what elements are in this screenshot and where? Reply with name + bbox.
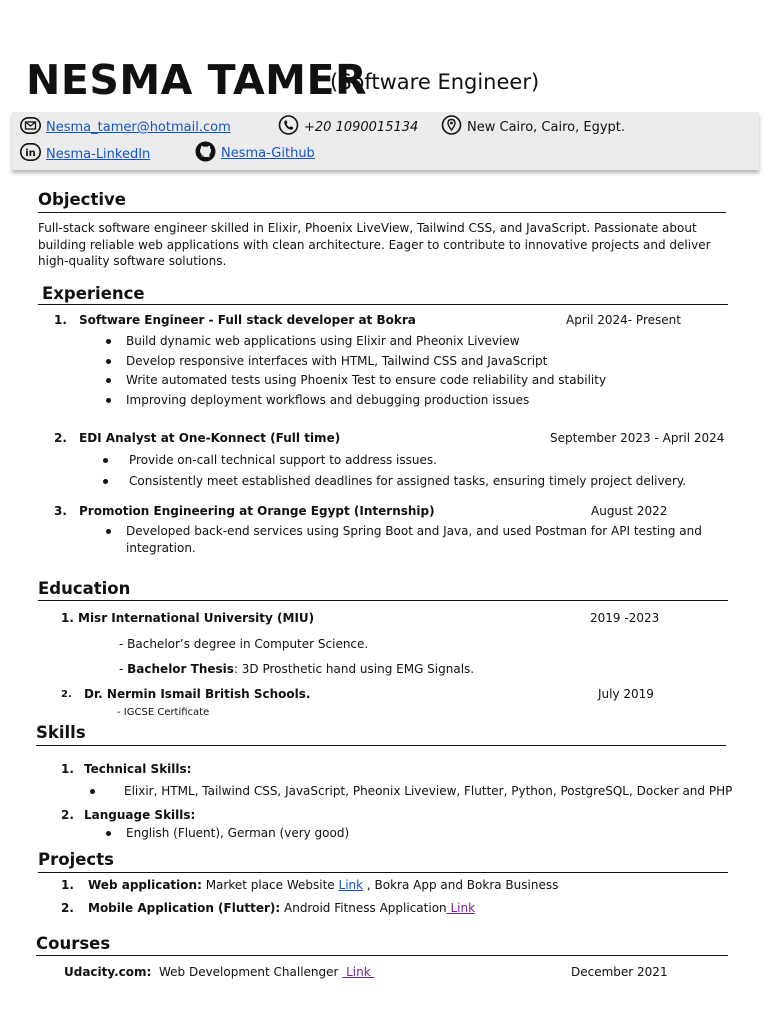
github-link[interactable]: Nesma-Github xyxy=(221,146,315,161)
job-3-title: Promotion Engineering at Orange Egypt (Internship) xyxy=(79,504,435,518)
bullet xyxy=(106,339,111,344)
experience-rule xyxy=(38,304,728,305)
job-2-bullet-2: Consistently meet established deadlines for assigned tasks, ensuring timely project delivery. xyxy=(129,474,687,488)
project-1: Web application: Market place Website Link , Bokra App and Bokra Business xyxy=(88,878,559,892)
phone-number: +20 1090015134 xyxy=(304,119,419,135)
job-1-title: Software Engineer - Full stack developer at Bokra xyxy=(79,313,416,327)
objective-heading: Objective xyxy=(38,190,126,209)
education-1-number: 1. xyxy=(61,611,74,625)
education-1-thesis: - Bachelor Thesis: 3D Prosthetic hand using EMG Signals. xyxy=(119,662,475,676)
skills-heading: Skills xyxy=(36,723,86,742)
language-skills-label: Language Skills: xyxy=(84,808,196,822)
job-1-bullet-3: Write automated tests using Phoenix Test to ensure code reliability and stability xyxy=(126,373,607,387)
linkedin-icon xyxy=(20,143,46,165)
bullet xyxy=(106,378,111,383)
job-2-bullet-1: Provide on-call technical support to address issues. xyxy=(129,453,437,467)
svg-text:in: in xyxy=(25,148,36,159)
education-1-date: 2019 -2023 xyxy=(590,611,660,625)
candidate-role: (Software Engineer) xyxy=(330,70,540,94)
education-1-school: Misr International University (MIU) xyxy=(78,611,315,625)
job-3-date: August 2022 xyxy=(591,504,668,518)
job-1-date: April 2024- Present xyxy=(566,313,681,327)
technical-skills-list: Elixir, HTML, Tailwind CSS, JavaScript, Pheonix Liveview, Flutter, Python, PostgreSQL, Docker and PHP xyxy=(124,784,733,798)
location-text: New Cairo, Cairo, Egypt. xyxy=(467,119,625,135)
technical-skills-label: Technical Skills: xyxy=(84,762,192,776)
course-provider: Udacity.com: xyxy=(64,965,152,979)
bullet xyxy=(106,529,111,534)
job-1-bullet-1: Build dynamic web applications using Elixir and Pheonix Liveview xyxy=(126,334,520,348)
email-item[interactable] xyxy=(20,117,231,138)
projects-rule xyxy=(38,872,728,873)
projects-heading: Projects xyxy=(38,850,114,869)
phone-item xyxy=(278,115,418,139)
education-heading: Education xyxy=(38,579,131,598)
skills-rule xyxy=(36,745,726,746)
github-item[interactable] xyxy=(195,141,315,166)
job-3-number: 3. xyxy=(54,504,67,518)
job-3-bullet-1-cont: integration. xyxy=(126,541,196,555)
github-icon xyxy=(195,141,221,166)
bullet xyxy=(103,479,108,484)
course-date: December 2021 xyxy=(571,965,668,979)
location-item xyxy=(441,115,625,139)
courses-rule xyxy=(36,955,728,956)
linkedin-link[interactable]: Nesma-LinkedIn xyxy=(46,146,151,162)
experience-heading: Experience xyxy=(42,284,145,303)
course-1: Udacity.com: Web Development Challenger Link xyxy=(64,965,375,979)
bullet xyxy=(106,398,111,403)
education-2-date: July 2019 xyxy=(598,687,654,701)
job-3-bullet-1: Developed back-end services using Spring Boot and Java, and used Postman for API testing and xyxy=(126,524,702,538)
candidate-name: NESMA TAMER xyxy=(26,56,368,104)
project-1-label: Web application: xyxy=(88,878,202,892)
bullet xyxy=(106,831,111,836)
skills-2-number: 2. xyxy=(61,808,74,822)
education-1-degree: - Bachelor’s degree in Computer Science. xyxy=(119,637,369,651)
bullet xyxy=(103,458,108,463)
courses-heading: Courses xyxy=(36,934,111,953)
job-2-title: EDI Analyst at One-Konnect (Full time) xyxy=(79,431,341,445)
skills-1-number: 1. xyxy=(61,762,74,776)
bullet xyxy=(106,359,111,364)
linkedin-item[interactable] xyxy=(20,143,150,165)
objective-rule xyxy=(38,212,726,213)
job-2-date: September 2023 - April 2024 xyxy=(550,431,725,445)
thesis-label: Bachelor Thesis xyxy=(127,662,234,676)
job-1-number: 1. xyxy=(54,313,67,327)
project-1-link[interactable]: Link xyxy=(338,878,364,892)
project-2-label: Mobile Application (Flutter): xyxy=(88,901,281,915)
contact-bar xyxy=(12,112,759,170)
job-1-bullet-2: Develop responsive interfaces with HTML, Tailwind CSS and JavaScript xyxy=(126,354,548,368)
bullet xyxy=(90,789,95,794)
project-2: Mobile Application (Flutter): Android Fitness Application Link xyxy=(88,901,476,915)
objective-text: Full-stack software engineer skilled in Elixir, Phoenix LiveView, Tailwind CSS, and JavaScript. Passionate about building reliable web applications with clean architecture. Eager to contribute to innovative projects and deliver high-quality software solutions. xyxy=(38,221,711,268)
education-2-number: 2. xyxy=(61,689,72,700)
language-skills-list: English (Fluent), German (very good) xyxy=(126,826,350,840)
course-link[interactable]: Link xyxy=(342,965,375,979)
job-2-number: 2. xyxy=(54,431,67,445)
phone-icon xyxy=(278,115,304,139)
email-link[interactable]: Nesma_tamer@hotmail.com xyxy=(46,120,231,135)
project-1-number: 1. xyxy=(61,878,74,892)
education-2-school: Dr. Nermin Ismail British Schools. xyxy=(84,687,311,701)
project-2-number: 2. xyxy=(61,901,74,915)
project-2-link[interactable]: Link xyxy=(446,901,476,915)
education-rule xyxy=(38,600,728,601)
job-1-bullet-4: Improving deployment workflows and debugging production issues xyxy=(126,393,530,407)
mail-icon xyxy=(20,117,46,138)
education-2-detail: - IGCSE Certificate xyxy=(117,707,210,718)
location-pin-icon xyxy=(441,115,467,139)
